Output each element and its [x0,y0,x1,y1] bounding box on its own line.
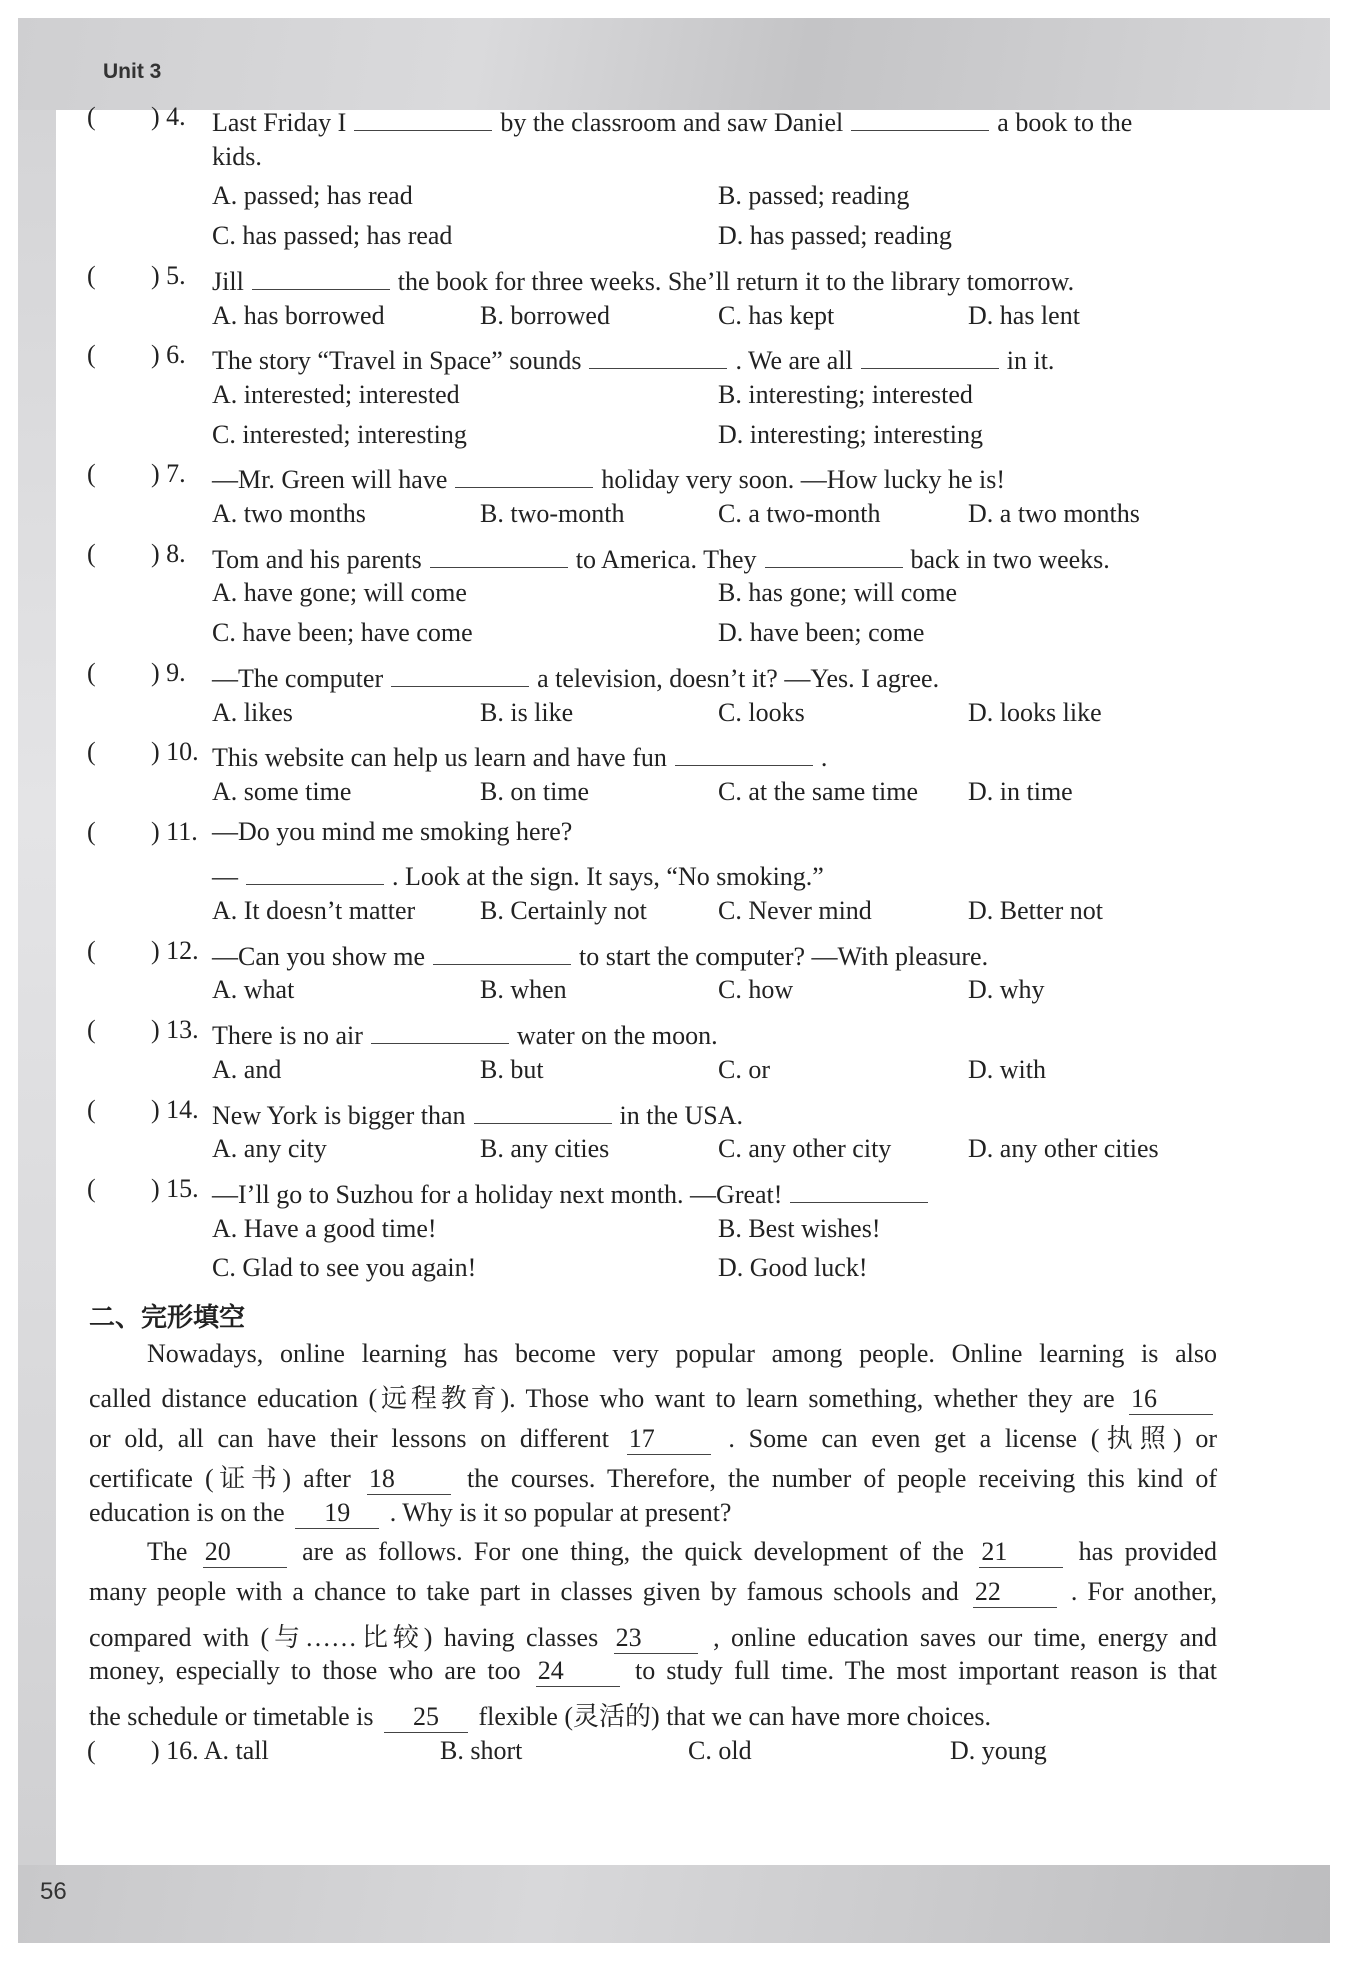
option-a[interactable]: A. has borrowed [212,300,385,330]
option-c[interactable]: C. Glad to see you again! [212,1253,477,1283]
text-line [0,1537,1350,1577]
answer-paren-close: ) 11. [151,816,198,846]
question-text: to America. They [575,544,757,574]
question-text: —Mr. Green will have [212,465,448,495]
answer-blank[interactable] [246,856,384,885]
paragraph-text: , online education saves our time, energy and [713,1622,1217,1652]
question-text: The story “Travel in Space” sounds [212,346,582,376]
paragraph-line [89,1696,1217,1736]
cloze-blank-22[interactable]: 22 [973,1577,1057,1608]
option-b[interactable]: B. two-month [480,499,625,528]
answer-blank[interactable] [430,539,568,568]
text-line [0,102,1350,142]
unit-label: Unit 3 [103,60,162,83]
option-c[interactable]: C. Never mind [718,896,872,925]
answer-paren-close: ) 9. [151,657,186,687]
question-text: New York is bigger than [212,1100,466,1130]
answer-paren-close: ) 4. [151,102,186,131]
question-text: There is no air [212,1021,363,1051]
option-b[interactable]: B. interesting; interested [718,379,973,409]
question-text: by the classroom and saw Daniel [500,108,844,137]
text-line [0,698,1350,738]
option-a[interactable]: A. what [212,975,295,1005]
question-text: —Do you mind me smoking here? [212,816,573,846]
paragraph-text: called distance education (远程教育). Those who want to learn something, whether they are [89,1384,1115,1414]
cloze-blank-18[interactable]: 18 [367,1464,451,1495]
option-a[interactable]: A. have gone; will come [212,578,467,608]
text-line [0,1134,1350,1174]
answer-paren-open: ( [87,340,96,370]
text-line [0,817,1350,857]
text-line [0,1617,1350,1657]
text-line [0,1378,1350,1418]
text-line [0,1015,1350,1055]
question-stem [212,261,1074,297]
answer-paren-open: ( [87,1015,96,1045]
paragraph-text: . Why is it so popular at present? [389,1497,732,1527]
answer-blank[interactable] [391,658,529,687]
option-b[interactable]: B. has gone; will come [718,578,958,608]
answer-blank[interactable] [252,261,390,290]
option-d[interactable]: D. has lent [968,300,1080,330]
text-line [0,1736,1350,1776]
option-b[interactable]: B. but [480,1054,544,1084]
option-a[interactable]: A. two months [212,499,366,528]
answer-blank[interactable] [474,1095,612,1124]
answer-blank[interactable] [765,539,903,568]
text-line [0,1214,1350,1254]
paragraph-line [89,1498,1217,1538]
question-stem [212,936,988,972]
question-text: . We are all [735,346,853,376]
paragraph-text: the courses. Therefore, the number of people receiving this kind of [467,1463,1217,1493]
answer-blank[interactable] [790,1174,928,1203]
answer-paren-close: ) 12. [151,935,199,965]
question-stem [212,340,1054,376]
text-line [0,975,1350,1015]
text-line [0,142,1350,182]
paragraph-text: education is on the [89,1497,285,1527]
question-stem [212,1174,936,1210]
option-b[interactable]: B. when [480,975,567,1005]
paragraph-text: money, especially to those who are too [89,1656,521,1686]
question-text: This website can help us learn and have fun [212,743,667,773]
text-line [0,1297,1350,1337]
option-d[interactable]: D. have been; come [718,618,925,648]
paragraph-line [147,1537,1217,1577]
answer-paren-open: ( [87,1735,96,1765]
option-b[interactable]: B. any cities [480,1134,610,1164]
option-b[interactable]: B. Certainly not [480,896,647,925]
page-number: 56 [40,1878,67,1905]
option-c[interactable]: C. looks [718,697,805,727]
answer-paren-open: ( [87,459,96,489]
paragraph-text: The [147,1537,188,1567]
answer-paren-close: ) 5. [151,260,186,290]
option-a[interactable]: A. some time [212,776,352,806]
answer-blank[interactable] [851,102,989,131]
cloze-blank-20[interactable]: 20 [203,1537,287,1568]
option-b[interactable]: B. Best wishes! [718,1213,881,1243]
text-line [0,1577,1350,1617]
option-c[interactable]: C. how [718,975,794,1005]
cloze-blank-19[interactable]: 19 [295,1498,379,1529]
paragraph-text: the schedule or timetable is [89,1702,374,1731]
option-a[interactable]: A. any city [212,1134,327,1164]
question-stem [212,658,939,694]
option-a[interactable]: A. Have a good time! [212,1213,437,1243]
section-title: 二、完形填空 [89,1303,246,1333]
paragraph-line [89,1458,1217,1498]
answer-paren-open: ( [87,657,96,687]
answer-paren-close: ) 8. [151,538,186,568]
answer-paren-close: ) 7. [151,459,186,489]
question-text: water on the moon. [516,1021,718,1051]
text-line [0,1418,1350,1458]
paragraph-line [89,1617,1217,1657]
text-line [0,618,1350,658]
option-c[interactable]: C. any other city [718,1134,892,1164]
question-text: a book to the [997,108,1133,137]
paragraph-line [147,1339,1217,1379]
paragraph-text: has provided [1078,1537,1218,1567]
answer-paren-close: ) 13. [151,1015,199,1045]
text-line [0,301,1350,341]
text-line [0,221,1350,261]
question-text: —The computer [212,663,384,693]
answer-paren-close: ) 6. [151,340,186,370]
question-text: the book for three weeks. She’ll return it to the library tomorrow. [397,266,1075,296]
option-c[interactable]: C. or [718,1054,770,1084]
answer-blank[interactable] [354,102,492,131]
question-text: Tom and his parents [212,544,422,574]
question-text: Last Friday I [212,108,347,137]
option-d[interactable]: D. why [968,975,1045,1005]
option-b[interactable]: B. passed; reading [718,181,910,211]
answer-paren-open: ( [87,816,96,846]
text-line [0,539,1350,579]
text-line [0,420,1350,460]
paragraph-line [89,1656,1217,1696]
question-text: Jill [212,266,244,296]
paragraph-text: are as follows. For one thing, the quick development of the [302,1537,964,1567]
question-text: —Yes. I agree. [784,663,940,693]
question-text: —With pleasure. [811,941,989,971]
option-a[interactable]: A. It doesn’t matter [212,896,416,925]
text-line [0,578,1350,618]
option-c[interactable]: C. interested; interesting [212,419,467,449]
question-text: —Great! [690,1179,783,1209]
question-text: —How lucky he is! [800,465,1006,495]
text-line [0,1055,1350,1095]
answer-paren-close: ) 16. A. tall [151,1735,269,1765]
answer-paren-close: ) 15. [151,1173,199,1203]
question-text: in the USA. [619,1100,743,1130]
answer-paren-open: ( [87,737,96,767]
text-line [0,459,1350,499]
header-band [18,18,1330,110]
option-d[interactable]: D. any other cities [968,1134,1159,1164]
option-b[interactable]: B. on time [480,776,590,806]
answer-paren-close: ) 10. [151,737,199,767]
question-stem [212,1015,718,1051]
cloze-blank-16[interactable]: 16 [1129,1384,1213,1415]
question-stem [212,459,1005,495]
paragraph-text: to study full time. The most important reason is that [635,1656,1217,1686]
text-line [0,896,1350,936]
text-line [0,1339,1350,1379]
answer-blank[interactable] [675,737,813,766]
paragraph-text: compared with (与……比较) having classes [89,1622,599,1652]
paragraph-line [89,1378,1217,1418]
answer-blank[interactable] [861,340,999,369]
question-stem [212,817,572,847]
paragraph-text: flexible (灵活的) that we can have more choices. [478,1702,992,1731]
question-stem [212,539,1110,575]
cloze-blank-24[interactable]: 24 [536,1656,620,1687]
option-c[interactable]: C. old [688,1735,752,1765]
option-c[interactable]: C. a two-month [718,499,881,528]
option-a[interactable]: A. likes [212,697,293,727]
option-b[interactable]: B. short [440,1735,523,1765]
question-text: back in two weeks. [910,544,1110,574]
text-line [0,181,1350,221]
text-line [0,1174,1350,1214]
option-c[interactable]: C. has kept [718,300,835,330]
option-d[interactable]: D. Good luck! [718,1253,868,1283]
dialogue-dash: — [212,862,238,892]
paragraph-text: Nowadays, online learning has become very popular among people. Online learning is also [147,1338,1217,1368]
text-line [0,1498,1350,1538]
paragraph-text: or old, all can have their lessons on different [89,1424,609,1454]
answer-paren-open: ( [87,1094,96,1124]
footer-band [18,1865,1330,1943]
question-text: . Look at the sign. It says, “No smoking.” [392,862,824,892]
question-text: —Can you show me [212,941,426,971]
option-c[interactable]: C. at the same time [718,776,919,806]
text-line [0,1095,1350,1135]
text-line [0,340,1350,380]
answer-paren-open: ( [87,102,96,131]
question-stem [212,1095,743,1131]
answer-paren-open: ( [87,935,96,965]
paragraph-line [89,1418,1217,1458]
question-text: in it. [1006,346,1055,376]
option-d[interactable]: D. Better not [968,896,1104,925]
answer-paren-open: ( [87,1173,96,1203]
option-b[interactable]: B. borrowed [480,300,610,330]
option-d[interactable]: D. a two months [968,499,1140,528]
option-a[interactable]: A. passed; has read [212,181,413,211]
option-c[interactable]: C. have been; have come [212,618,473,648]
option-b[interactable]: B. is like [480,697,574,727]
cloze-blank-17[interactable]: 17 [627,1424,711,1455]
answer-paren-open: ( [87,260,96,290]
text-line [0,777,1350,817]
text-line [0,1656,1350,1696]
text-line [0,658,1350,698]
text-line [0,856,1350,896]
text-line [0,1696,1350,1736]
question-text: holiday very soon. [601,465,795,495]
question-stem [212,737,827,773]
text-line [0,499,1350,539]
option-d[interactable]: D. in time [968,776,1073,806]
text-line [0,380,1350,420]
answer-paren-close: ) 14. [151,1094,199,1124]
option-d[interactable]: D. interesting; interesting [718,419,984,449]
answer-blank[interactable] [455,459,593,488]
question-text: to start the computer? [579,941,806,971]
answer-blank[interactable] [589,340,727,369]
option-d[interactable]: D. looks like [968,697,1102,727]
question-continuation [212,856,824,892]
answer-blank[interactable] [371,1015,509,1044]
answer-paren-open: ( [87,538,96,568]
paragraph-text: certificate (证书) after [89,1463,351,1493]
paragraph-line [89,1577,1217,1617]
option-d[interactable]: D. with [968,1054,1046,1084]
question-text: —I’ll go to Suzhou for a holiday next month. [212,1179,684,1209]
option-d[interactable]: D. has passed; reading [718,221,952,251]
option-a[interactable]: A. interested; interested [212,379,460,409]
text-line [0,1458,1350,1498]
cloze-blank-21[interactable]: 21 [979,1537,1063,1568]
question-text: a television, doesn’t it? [537,663,778,693]
text-line [0,261,1350,301]
cloze-blank-25[interactable]: 25 [384,1702,468,1733]
cloze-blank-23[interactable]: 23 [614,1623,698,1654]
option-c[interactable]: C. has passed; has read [212,221,453,251]
paragraph-text: . For another, [1070,1576,1217,1606]
text-line [0,1253,1350,1293]
paragraph-text: many people with a chance to take part in classes given by famous schools and [89,1576,959,1606]
option-a[interactable]: A. and [212,1054,282,1084]
option-d[interactable]: D. young [950,1735,1047,1765]
question-continuation: kids. [212,141,262,171]
text-line [0,737,1350,777]
paragraph-text: . Some can even get a license (执照) or [728,1424,1218,1454]
text-line [0,936,1350,976]
answer-blank[interactable] [433,936,571,965]
question-stem [212,102,1132,138]
question-text: . [820,743,828,773]
